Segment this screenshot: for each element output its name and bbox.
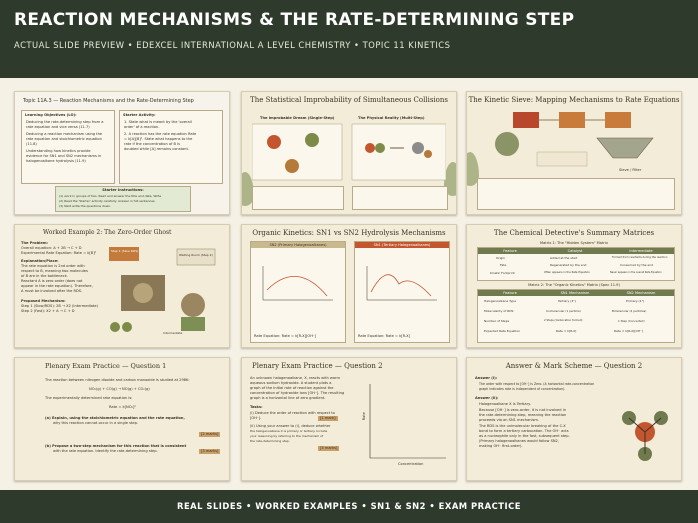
slide-8-plenary-q2[interactable]: Plenary Exam Practice — Question 2 An unknown halogenoalkane, X, reacts with warm aqueous sodium hydroxide. A student plots a graph of the initial rate of reaction against the concentration of hydroxide ions [OH⁻]. The resulting graph is a horizontal line of zero gradient. Tasks: (i) Deduce the order of reaction with respect to [OH⁻]. [1 mark] (ii) Using your answer to (i), deduce whether the halogenoalkane X is primary or tertiary. Include your reasoning by referring to the mechanism of the rate-determining step. [3 marks] Rate Concentration	[241, 357, 457, 481]
sn1-energy-profile	[365, 264, 439, 304]
collision-note-right	[352, 186, 448, 210]
starter-title: Starter Activity:	[123, 113, 156, 117]
sieve-notes	[477, 178, 675, 210]
slide-2-collisions[interactable]: The Statistical Improbability of Simultaneous Collisions The Improbable Dream (Single-Step) The Physical Reality (Multi-Step)	[241, 91, 457, 215]
slide-5-title: Organic Kinetics: SN1 vs SN2 Hydrolysis Mechanisms	[252, 229, 446, 237]
sn2-energy-profile	[261, 264, 335, 304]
slide-9-answer-scheme[interactable]: Answer & Mark Scheme — Question 2 Answer (i): The order with respect to [OH⁻] is Zero. (A horizontal rate-concentration graph indicates rate is independent of concentration). Answer (ii): Halogenoalkane X is Tertiary. Because [OH⁻] is zero-order, it is not involved in the rate-determining step, meaning the reaction proceeds via an SN1 mechanism. The RDS is the unimolecular breaking of the C-X bond to form a tertiary carbocation. The OH⁻ acts as a nucleophile only in the fast, subsequent step. (Primary halogenoalkanes would follow SN2, making OH⁻ first-order).	[466, 357, 682, 481]
sn1-panel: SN1 (Tertiary Halogenoalkanes) Rate Equation: Rate = k[R-X]	[354, 241, 450, 343]
marks-badge: [2 marks]	[201, 432, 219, 436]
marks-badge: [3 marks]	[201, 449, 219, 453]
slide-8-title: Plenary Exam Practice — Question 2	[252, 362, 383, 370]
rate-vs-concentration-axes	[362, 380, 448, 466]
collision-note-left	[252, 186, 344, 210]
marks-badge: [1 mark]	[320, 416, 336, 420]
starter-activity-box: Starter Activity: 1. State what is meant by the 'overall order' of a reaction. 2. A reaction has the rate equation Rate = k[A][B]². State what happens to the rate if the concentration of B is doubled while [A] remains constant.	[119, 110, 223, 184]
lo-title: Learning Objectives (LO):	[25, 113, 77, 117]
slide-3-kinetic-sieve[interactable]	[466, 91, 682, 215]
slide-grid	[0, 78, 698, 490]
sieve-diagram	[477, 108, 673, 174]
learning-objectives-box: Learning Objectives (LO): Deducing the rate-determining step from a rate equation and vice versa (11.7) Deducing a reaction mechanism using the rate equation and stoichiometric equation (11.8) Understanding how kinetics provide evidence for SN1 and SN2 mechanisms in halogenoalkane hydrolysis (11.9)	[21, 110, 115, 184]
slide-6-summary-matrices[interactable]: The Chemical Detective's Summary Matrices Matrix 1: The "Hidden System" Matrix Feature Catalyst Intermediate Origin Added at the start Formed from reactants during the reaction Fate Regenerated by the end Consumed by the end Kinetic Footprint Often appears in the Rate Equation Never appears in the overall Rate Equation Matrix 2: The "Organic Kinetics" Matrix (Spec 11.9) Feature SN1 Mechanism SN2 Mechanism Halogenoalkane Type Tertiary (3°) Primary (1°) Molecularity of RDS Unimolecular (1 particle) Bimolecular (2 particles) Number of Steps 2 Steps (Carbocation formed) 1 Step (Concerted) Expected Rate Equation Rate = k[R-X] Rate = k[R-X][OH⁻]	[466, 224, 682, 348]
carbocation-illustration	[615, 402, 675, 462]
slide-1-title: Topic 11A.3 — Reaction Mechanisms and the Rate-Determining Step	[23, 98, 194, 104]
header-banner	[0, 0, 698, 78]
matrix-2: Feature SN1 Mechanism SN2 Mechanism Halogenoalkane Type Tertiary (3°) Primary (1°) Molecularity of RDS Unimolecular (1 particle) Bimolecular (2 particles) Number of Steps 2 Steps (Carbocation formed) 1 Step (Concerted) Expected Rate Equation Rate = k[R-X] Rate = k[R-X][OH⁻]	[477, 289, 675, 343]
slide-7-title: Plenary Exam Practice — Question 1	[45, 362, 167, 370]
marks-badge: [3 marks]	[320, 446, 338, 450]
zero-order-machine-illustration	[101, 247, 225, 343]
matrix-1: Feature Catalyst Intermediate Origin Added at the start Formed from reactants during the reaction Fate Regenerated by the end Consumed by the end Kinetic Footprint Often appears in the Rate Equation Never appears in the overall Rate Equation	[477, 247, 675, 281]
slide-4-title: Worked Example 2: The Zero-Order Ghost	[43, 229, 172, 236]
slide-2-title: The Statistical Improbability of Simultaneous Collisions	[250, 96, 448, 104]
footer-banner	[0, 490, 698, 523]
slide-4-zero-order-ghost[interactable]: Worked Example 2: The Zero-Order Ghost The Problem: Overall equation: A + 2B → C + D Experimental Rate Equation: Rate = k[B]² Explanation/Place: The rate equation is 2nd order with respect to B, meaning two molecules of B are in the bottleneck. Reactant A is zero order (does not appear in the rate equation). Therefore, A must be involved after the RDS. Proposed Mechanism: Step 1 (Slow/RDS): 2B → X2 (Intermediate) Step 2 (Fast): X2 + A → C + D Step 1 (Slow RDS) Waiting Room (Step 2) Intermediate	[14, 224, 230, 348]
slide-5-sn1-vs-sn2[interactable]	[241, 224, 457, 348]
sieve-label: Sieve / Filter	[619, 168, 642, 172]
sn2-panel: SN2 (Primary Halogenoalkanes) Rate Equation: Rate = k[R-X][OH⁻]	[250, 241, 346, 343]
slide-3-title: The Kinetic Sieve: Mapping Mechanisms to Rate Equations	[468, 96, 680, 104]
slide-9-title: Answer & Mark Scheme — Question 2	[505, 362, 643, 370]
page-subtitle: ACTUAL SLIDE PREVIEW • EDEXCEL INTERNATIONAL A LEVEL CHEMISTRY • TOPIC 11 KINETICS	[14, 40, 451, 50]
starter-instructions-box: Starter Instructions: (1) work in groups of two. Read and answer the title and data. Write (2) Read the 'Starter' activity carefully. Answer in full sentences. (3) Next write the questions down.	[55, 186, 191, 212]
collision-diagram	[252, 122, 446, 182]
footer-text: REAL SLIDES • WORKED EXAMPLES • SN1 & SN2 • EXAM PRACTICE	[177, 501, 521, 511]
slide-1-topic-intro[interactable]	[14, 91, 230, 215]
slide-7-plenary-q1[interactable]: Plenary Exam Practice — Question 1 The reaction between nitrogen dioxide and carbon monoxide is studied at 298K: NO₂(g) + CO(g) → NO(g) + CO₂(g) The experimentally determined rate equation is: Rate = k[NO₂]² (a) Explain, using the stoichiometric equation and the rate equation, why this reaction cannot occur in a single step. [2 marks] (b) Propose a two-step mechanism for this reaction that is consistent with the rate equation. Identify the rate-determining step. [3 marks]	[14, 357, 230, 481]
page-title: REACTION MECHANISMS & THE RATE-DETERMINING STEP	[14, 10, 575, 30]
slide-6-title: The Chemical Detective's Summary Matrices	[493, 229, 655, 237]
